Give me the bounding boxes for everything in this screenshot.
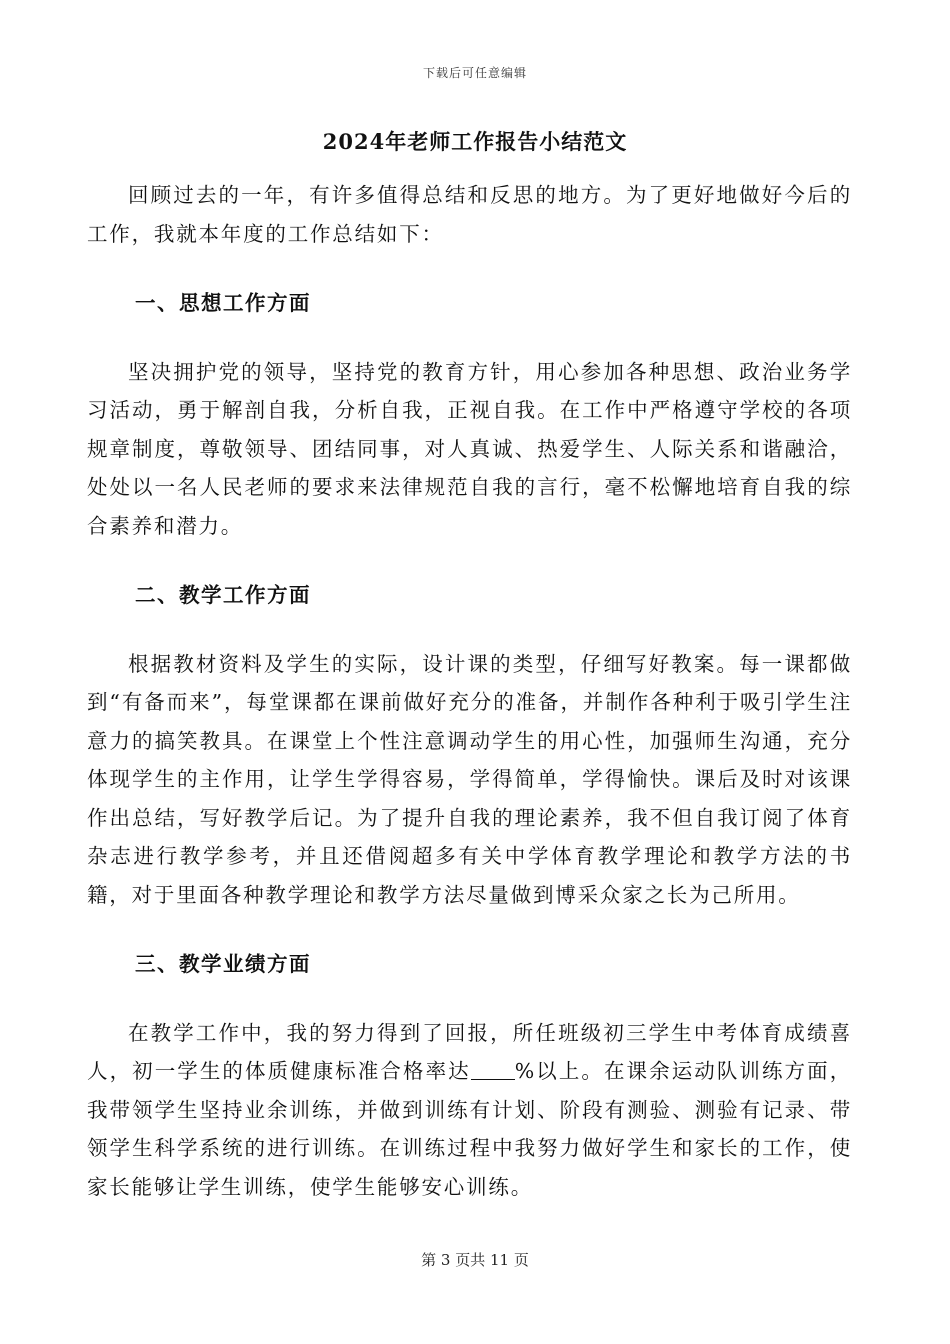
fill-in-blank [471, 1061, 515, 1080]
intro-paragraph: 回顾过去的一年，有许多值得总结和反思的地方。为了更好地做好今后的工作，我就本年度的工作总结如下： [87, 183, 852, 246]
achievements-text-part2: %以上。在课余运动队训练方面，我带领学生坚持业余训练，并做到训练有计划、阶段有测验、测验有记录、带领学生科学系统的进行训练。在训练过程中我努力做好学生和家长的工作，使家长能够让学生训练，使学生能够安心训练。 [87, 1059, 852, 1199]
section-body-teaching: 根据教材资料及学生的实际，设计课的类型，仔细写好教案。每一课都做到“有备而来”，每堂课都在课前做好充分的准备，并制作各种利于吸引学生注意力的搞笑教具。在课堂上个性注意调动学生的用心性，加强师生沟通，充分体现学生的主作用，让学生学得容易，学得简单，学得愉快。课后及时对该课作出总结，写好教学后记。为了提升自我的理论素养，我不但自我订阅了体育杂志进行教学参考，并且还借阅超多有关中学体育教学理论和教学方法的书籍，对于里面各种教学理论和教学方法尽量做到博采众家之长为己所用。 [87, 651, 852, 907]
section-heading-achievements: 三、教学业绩方面 [135, 952, 311, 976]
section-body-achievements [87, 1014, 852, 1207]
section-body-ideology: 坚决拥护党的领导，坚持党的教育方针，用心参加各种思想、政治业务学习活动，勇于解剖自我，分析自我，正视自我。在工作中严格遵守学校的各项规章制度，尊敬领导、团结同事，对人真诚、热爱学生、人际关系和谐融洽，处处以一名人民老师的要求来法律规范自我的言行，毫不松懈地培育自我的综合素养和潜力。 [87, 359, 852, 538]
document-title: 2024年老师工作报告小结范文 [322, 129, 628, 154]
page-number-footer: 第 3 页共 11 页 [421, 1251, 529, 1269]
section-heading-teaching: 二、教学工作方面 [135, 583, 311, 607]
document-body [87, 176, 852, 1206]
section-heading-ideology: 一、思想工作方面 [135, 291, 311, 315]
achievements-text-part1: 在教学工作中，我的努力得到了回报，所任班级初三学生中考体育成绩喜人，初一学生的体质健康标准合格率达 [87, 1020, 852, 1083]
page-header-note: 下载后可任意编辑 [422, 66, 527, 80]
